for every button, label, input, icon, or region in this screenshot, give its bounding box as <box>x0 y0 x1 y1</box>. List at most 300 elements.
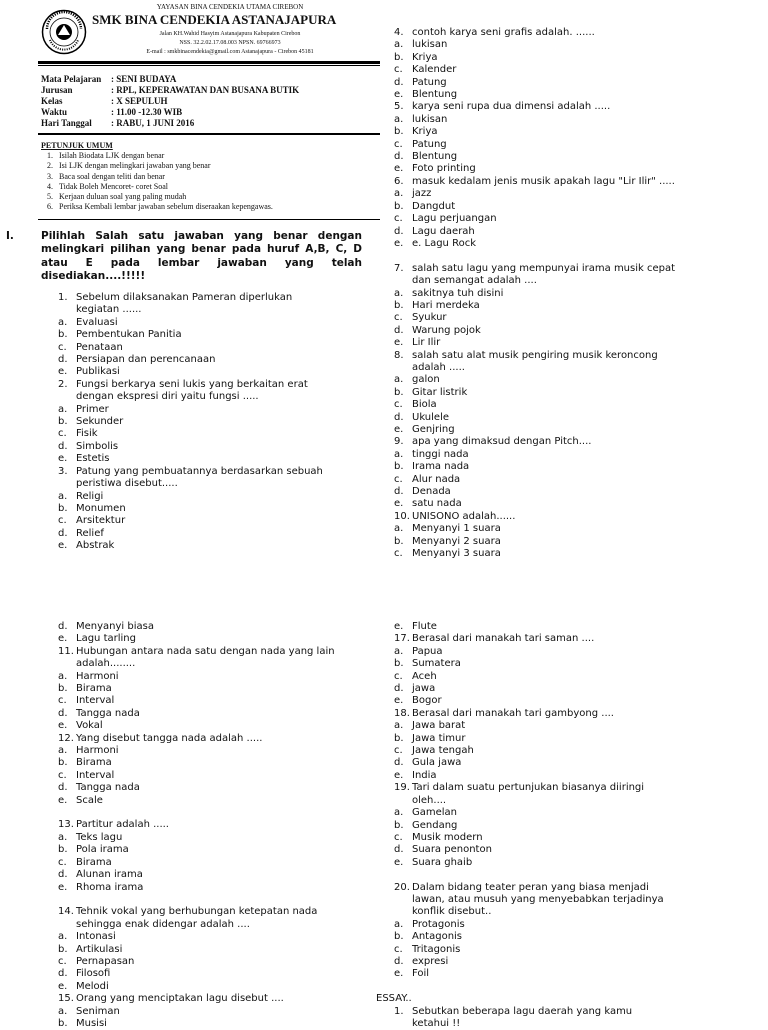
option-text: lukisan <box>412 39 448 51</box>
answer-option <box>58 317 378 329</box>
question-number: 13. <box>58 819 74 831</box>
option-text: Menyanyi biasa <box>76 621 154 632</box>
option-letter: b. <box>394 931 404 943</box>
answer-option <box>394 745 724 757</box>
answer-option <box>394 931 724 943</box>
question-line: sehingga enak didengar adalah .... <box>76 918 250 930</box>
question-text <box>58 478 378 490</box>
question-text <box>58 466 378 478</box>
answer-option <box>58 342 378 354</box>
question-line: Partitur adalah ..... <box>76 819 169 831</box>
option-text: Interval <box>76 769 115 781</box>
answer-option <box>394 337 724 349</box>
spacer <box>394 250 724 262</box>
option-text: Harmoni <box>76 745 119 757</box>
question-text <box>58 292 378 304</box>
answer-option <box>58 981 378 993</box>
option-text: Estetis <box>76 453 110 465</box>
exam-info <box>41 74 299 129</box>
answer-option <box>394 968 724 980</box>
option-text: Aceh <box>412 670 437 682</box>
answer-option <box>394 449 724 461</box>
answer-option <box>394 399 724 411</box>
option-text: Publikasi <box>76 366 120 378</box>
option-text: Abstrak <box>76 540 115 552</box>
option-letter: d. <box>394 324 404 336</box>
answer-option <box>394 387 724 399</box>
question-number: 3. <box>58 465 68 477</box>
answer-option <box>394 213 724 225</box>
question-text <box>58 379 378 391</box>
option-text: Evaluasi <box>76 316 118 328</box>
answer-option <box>394 695 724 707</box>
option-text: lukisan <box>412 113 448 125</box>
option-text: Pola irama <box>76 844 129 856</box>
answer-option <box>394 757 724 769</box>
option-letter: d. <box>394 486 404 498</box>
option-text: Sumatera <box>412 658 461 670</box>
option-letter: b. <box>58 1017 68 1029</box>
answer-option <box>394 89 724 101</box>
option-letter: d. <box>394 151 404 163</box>
answer-option <box>394 820 724 832</box>
answer-option <box>58 354 378 366</box>
answer-option <box>394 671 724 683</box>
foundation-name: YAYASAN BINA CENDEKIA UTAMA CIREBON <box>156 3 304 11</box>
option-letter: a. <box>58 403 68 415</box>
option-letter: d. <box>394 76 404 88</box>
option-text: Kriya <box>412 126 438 138</box>
option-text: Suara ghaib <box>412 856 473 868</box>
option-letter: d. <box>394 225 404 237</box>
option-letter: b. <box>394 51 404 63</box>
answer-option <box>58 708 378 720</box>
answer-option <box>58 503 378 515</box>
answer-option <box>394 374 724 386</box>
answer-option <box>58 795 378 807</box>
option-letter: b. <box>58 683 68 695</box>
option-letter: b. <box>394 535 404 547</box>
essay-title: ESSAY.. <box>376 993 412 1005</box>
option-text: Protagonis <box>412 918 465 930</box>
option-letter: a. <box>394 287 404 299</box>
answer-option <box>394 126 724 138</box>
answer-option <box>58 745 378 757</box>
section-number: I. <box>6 230 14 242</box>
question-text <box>58 993 378 1005</box>
question-text <box>394 708 724 720</box>
info-row: Waktu : 11.00 -12.30 WIB <box>41 107 183 117</box>
answer-option <box>394 52 724 64</box>
option-text: Alunan irama <box>76 869 143 881</box>
option-letter: c. <box>394 548 403 560</box>
answer-option <box>394 201 724 213</box>
question-text <box>394 101 724 113</box>
question-line: konflik disebut.. <box>412 906 492 918</box>
answer-option <box>394 621 724 633</box>
option-letter: c. <box>394 745 403 757</box>
question-text <box>58 906 378 918</box>
answer-option <box>58 633 378 645</box>
option-letter: d. <box>58 968 68 980</box>
option-text: Primer <box>76 403 109 415</box>
answer-option <box>58 453 378 465</box>
option-text: tinggi nada <box>412 448 469 460</box>
question-line: lawan, atau musuh yang menyebabkan terjadinya <box>412 893 664 905</box>
answer-option <box>394 857 724 869</box>
option-text: Foil <box>412 968 430 980</box>
question-number: 8. <box>394 349 404 361</box>
answer-option <box>394 312 724 324</box>
option-letter: c. <box>58 695 67 707</box>
option-letter: e. <box>58 633 68 645</box>
option-letter: e. <box>394 621 404 632</box>
option-text: Foto printing <box>412 163 476 175</box>
question-text <box>58 733 378 745</box>
option-letter: c. <box>58 769 67 781</box>
option-letter: a. <box>394 645 404 657</box>
option-text: Menyanyi 1 suara <box>412 523 501 535</box>
option-letter: a. <box>58 490 68 502</box>
option-letter: d. <box>58 869 68 881</box>
question-text <box>58 304 378 316</box>
option-text: Lir Ilir <box>412 337 441 349</box>
option-text: Birama <box>76 856 112 868</box>
answer-option <box>394 944 724 956</box>
option-text: Pembentukan Panitia <box>76 329 182 341</box>
question-number: 14. <box>58 906 74 918</box>
option-text: Melodi <box>76 980 109 992</box>
answer-option <box>394 151 724 163</box>
option-text: Ukulele <box>412 411 450 423</box>
option-letter: c. <box>394 399 403 411</box>
question-line: salah satu lagu yang mempunyai irama musik cepat <box>412 262 676 274</box>
answer-option <box>394 956 724 968</box>
option-letter: b. <box>58 502 68 514</box>
option-text: Rhoma irama <box>76 881 144 893</box>
question-number: 6. <box>394 175 404 187</box>
answer-option <box>394 188 724 200</box>
option-text: Biola <box>412 399 437 411</box>
option-letter: b. <box>58 943 68 955</box>
option-text: Lagu tarling <box>76 633 136 645</box>
option-letter: d. <box>58 621 68 632</box>
question-line: masuk kedalam jenis musik apakah lagu "Lir Ilir" ..... <box>412 175 675 187</box>
option-text: Harmoni <box>76 670 119 682</box>
option-text: Hari merdeka <box>412 299 480 311</box>
option-text: Penataan <box>76 341 123 353</box>
header-rule-thin <box>38 65 380 66</box>
answer-option <box>394 139 724 151</box>
option-letter: b. <box>394 126 404 138</box>
questions-bottom-right <box>376 621 724 1030</box>
question-line: ketahui !! <box>412 1017 461 1029</box>
essay-question <box>394 1006 724 1018</box>
option-letter: a. <box>58 316 68 328</box>
option-text: Pernapasan <box>76 955 135 967</box>
answer-option <box>394 720 724 732</box>
option-letter: b. <box>394 819 404 831</box>
option-text: Dangdut <box>412 200 456 212</box>
question-line: Berasal dari manakah tari gambyong .... <box>412 707 614 719</box>
option-text: Gitar listrik <box>412 386 468 398</box>
option-letter: e. <box>394 89 404 101</box>
option-text: Relief <box>76 527 104 539</box>
question-text <box>394 275 724 287</box>
option-text: Jawa barat <box>412 720 466 732</box>
question-line: Tari dalam suatu pertunjukan biasanya diiringi <box>412 782 645 794</box>
petunjuk-item: 5. Kerjaan duluan soal yang paling mudah <box>55 192 273 202</box>
option-text: Patung <box>412 76 447 88</box>
answer-option <box>58 968 378 980</box>
option-letter: b. <box>394 299 404 311</box>
answer-option <box>394 424 724 436</box>
question-text <box>394 27 724 39</box>
answer-option <box>394 238 724 250</box>
option-letter: b. <box>394 461 404 473</box>
option-letter: c. <box>394 831 403 843</box>
spacer <box>394 981 724 993</box>
option-text: Jawa timur <box>412 732 466 744</box>
answer-option <box>58 757 378 769</box>
question-text <box>394 906 724 918</box>
info-row: Mata Pelajaran : SENI BUDAYA <box>41 74 177 84</box>
answer-option <box>58 621 378 633</box>
question-text <box>394 511 724 523</box>
option-text: Filosofi <box>76 968 111 980</box>
petunjuk-title: PETUNJUK UMUM <box>41 141 113 150</box>
option-letter: b. <box>394 386 404 398</box>
option-text: Teks lagu <box>76 831 123 843</box>
option-letter: e. <box>58 366 68 378</box>
option-letter: a. <box>58 831 68 843</box>
option-text: Menyanyi 2 suara <box>412 535 501 547</box>
petunjuk-umum <box>41 141 273 212</box>
question-line: Hubungan antara nada satu dengan nada yang lain <box>76 645 335 657</box>
question-line: Sebelum dilaksanakan Pameran diperlukan <box>76 292 293 303</box>
option-letter: e. <box>58 540 68 552</box>
option-text: Birama <box>76 757 112 769</box>
question-line: karya seni rupa dua dimensi adalah ..... <box>412 101 611 113</box>
answer-option <box>394 832 724 844</box>
option-text: Interval <box>76 695 115 707</box>
option-letter: a. <box>394 720 404 732</box>
school-name: SMK BINA CENDEKIA ASTANAJAPURA <box>92 12 337 27</box>
question-line: Dalam bidang teater peran yang biasa menjadi <box>412 881 649 893</box>
answer-option <box>394 658 724 670</box>
question-number: 19. <box>394 782 410 794</box>
answer-option <box>58 844 378 856</box>
question-line: Yang disebut tangga nada adalah ..... <box>76 732 263 744</box>
option-letter: c. <box>394 473 403 485</box>
option-text: Seniman <box>76 1005 120 1017</box>
answer-option <box>394 288 724 300</box>
answer-option <box>394 807 724 819</box>
option-text: Papua <box>412 645 443 657</box>
option-text: Arsitektur <box>76 515 126 527</box>
answer-option <box>58 491 378 503</box>
option-letter: c. <box>58 856 67 868</box>
option-text: Musik modern <box>412 831 483 843</box>
option-letter: e. <box>394 769 404 781</box>
answer-option <box>394 325 724 337</box>
petunjuk-item: 6. Periksa Kembali lembar jawaban sebelum diseraakan kepengawas. <box>55 202 273 212</box>
answer-option <box>394 770 724 782</box>
spacer <box>58 894 378 906</box>
petunjuk-item: 1. Isilah Biodata LJK dengan benar <box>55 151 273 161</box>
question-text <box>394 894 724 906</box>
answer-option <box>58 944 378 956</box>
question-text <box>58 919 378 931</box>
option-letter: e. <box>58 720 68 732</box>
option-letter: d. <box>58 440 68 452</box>
option-text: Tangga nada <box>76 782 140 794</box>
answer-option <box>58 540 378 552</box>
option-letter: e. <box>394 695 404 707</box>
option-letter: b. <box>58 844 68 856</box>
option-letter: b. <box>58 329 68 341</box>
question-line: Orang yang menciptakan lagu disebut .... <box>76 993 284 1005</box>
question-text <box>394 362 724 374</box>
option-text: Religi <box>76 490 104 502</box>
question-line: apa yang dimaksud dengan Pitch.... <box>412 436 592 448</box>
answer-option <box>394 646 724 658</box>
option-letter: a. <box>394 807 404 819</box>
answer-option <box>58 956 378 968</box>
answer-option <box>58 683 378 695</box>
option-text: Warung pojok <box>412 324 481 336</box>
spacer <box>58 807 378 819</box>
answer-option <box>394 683 724 695</box>
option-letter: d. <box>58 527 68 539</box>
school-nss: NSS. 32.2.02.17.08.003 NPSN. 69766973 <box>179 40 281 46</box>
option-text: Denada <box>412 486 451 498</box>
question-line: Berasal dari manakah tari saman .... <box>412 633 595 645</box>
option-letter: d. <box>58 707 68 719</box>
question-text <box>58 646 378 658</box>
questions-bottom-left <box>58 621 378 1030</box>
answer-option <box>58 515 378 527</box>
answer-option <box>58 428 378 440</box>
option-letter: e. <box>58 980 68 992</box>
option-letter: b. <box>394 732 404 744</box>
option-letter: c. <box>58 515 67 527</box>
option-text: galon <box>412 374 440 386</box>
answer-option <box>394 64 724 76</box>
option-text: Antagonis <box>412 931 463 943</box>
answer-option <box>394 844 724 856</box>
question-line: Fungsi berkarya seni lukis yang berkaitan erat <box>76 378 308 390</box>
option-text: Alur nada <box>412 473 461 485</box>
option-text: Intonasi <box>76 931 116 943</box>
option-text: Tangga nada <box>76 707 140 719</box>
answer-option <box>58 720 378 732</box>
answer-option <box>58 931 378 943</box>
option-letter: a. <box>394 39 404 51</box>
option-text: Gula jawa <box>412 757 462 769</box>
option-letter: c. <box>58 955 67 967</box>
info-row: Hari Tanggal : RABU, 1 JUNI 2016 <box>41 118 195 128</box>
answer-option <box>58 882 378 894</box>
answer-option <box>58 770 378 782</box>
petunjuk-item: 2. Isi LJK dengan melingkari jawaban yang benar <box>55 161 273 171</box>
option-text: Jawa tengah <box>412 745 474 757</box>
option-text: Birama <box>76 683 112 695</box>
answer-option <box>394 548 724 560</box>
option-letter: d. <box>394 955 404 967</box>
option-text: Lagu perjuangan <box>412 213 497 225</box>
question-text <box>58 391 378 403</box>
question-number: 9. <box>394 436 404 448</box>
option-text: Artikulasi <box>76 943 123 955</box>
option-text: Gamelan <box>412 807 458 819</box>
petunjuk-item: 4. Tidak Boleh Mencoret- coret Soal <box>55 182 273 192</box>
question-line: adalah........ <box>76 658 136 670</box>
option-letter: a. <box>394 448 404 460</box>
question-number: 4. <box>394 27 404 38</box>
option-letter: e. <box>394 498 404 510</box>
question-text <box>58 658 378 670</box>
answer-option <box>58 869 378 881</box>
option-text: Simbolis <box>76 440 119 452</box>
option-letter: b. <box>394 658 404 670</box>
option-text: jawa <box>412 683 436 695</box>
option-letter: d. <box>394 757 404 769</box>
question-line: UNISONO adalah...... <box>412 510 516 522</box>
question-number: 5. <box>394 101 404 113</box>
option-text: Fisik <box>76 428 98 440</box>
option-text: Sekunder <box>76 416 124 428</box>
option-text: jazz <box>412 188 432 200</box>
questions-top-right <box>394 27 724 560</box>
school-address: Jalan KH.Wahid Hasyim Astanajapura Kabupaten Cirebon <box>159 31 301 37</box>
question-number: 10. <box>394 510 410 522</box>
answer-option <box>58 404 378 416</box>
answer-option <box>394 163 724 175</box>
answer-option <box>394 733 724 745</box>
answer-option <box>394 412 724 424</box>
question-text <box>394 633 724 645</box>
question-number: 1. <box>58 292 68 303</box>
question-line: kegiatan ...... <box>76 304 142 316</box>
option-text: Irama nada <box>412 461 470 473</box>
question-text <box>394 795 724 807</box>
answer-option <box>58 782 378 794</box>
answer-option <box>58 695 378 707</box>
option-letter: b. <box>58 416 68 428</box>
option-letter: e. <box>394 423 404 435</box>
section-instruction <box>6 230 362 284</box>
header-rule <box>38 61 380 64</box>
option-letter: d. <box>58 782 68 794</box>
option-text: Syukur <box>412 312 447 324</box>
option-text: Lagu daerah <box>412 225 475 237</box>
answer-option <box>394 474 724 486</box>
question-text <box>394 176 724 188</box>
option-letter: a. <box>394 188 404 200</box>
option-text: Flute <box>412 621 437 632</box>
answer-option <box>394 300 724 312</box>
petunjuk-rule <box>38 219 380 220</box>
answer-option <box>58 441 378 453</box>
answer-option <box>394 523 724 535</box>
option-text: Tritagonis <box>412 943 461 955</box>
option-letter: e. <box>58 881 68 893</box>
info-row: Kelas : X SEPULUH <box>41 96 168 106</box>
answer-option <box>58 832 378 844</box>
option-text: Bogor <box>412 695 442 707</box>
option-text: satu nada <box>412 498 462 510</box>
